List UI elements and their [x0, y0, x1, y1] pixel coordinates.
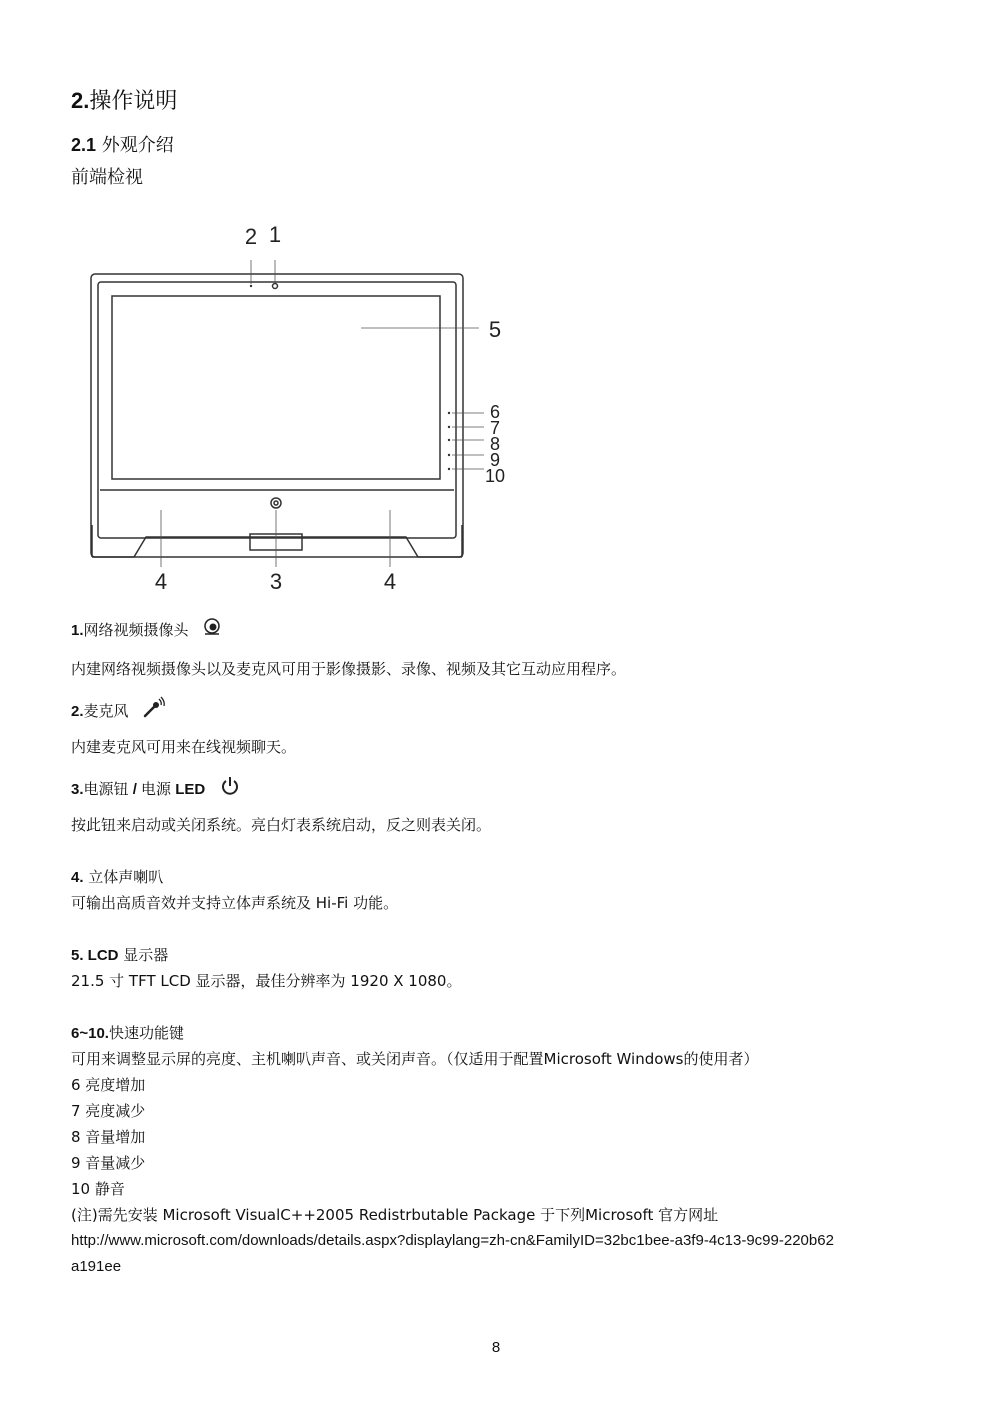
item-3-desc: 按此钮来启动或关闭系统。亮白灯表系统启动，反之则表关闭。	[71, 816, 492, 834]
subsection-heading: 2.1 外观介绍	[71, 135, 174, 156]
microphone-icon	[143, 696, 165, 718]
item-2-desc: 内建麦克风可用来在线视频聊天。	[71, 738, 297, 756]
monitor-front-diagram	[86, 220, 508, 595]
label-7: 7	[489, 418, 501, 438]
label-2: 2	[244, 224, 258, 249]
item-5-title: 5. LCD 显示器	[71, 946, 169, 964]
power-icon	[220, 776, 240, 796]
key-6: 6 亮度增加	[71, 1076, 146, 1094]
key-9: 9 音量减少	[71, 1154, 146, 1172]
download-url[interactable]: http://www.microsoft.com/downloads/details.aspx?displaylang=zh-cn&FamilyID=32bc1bee-a3f9-4c13-9c99-220b62	[71, 1232, 834, 1249]
label-5: 5	[488, 317, 502, 342]
item-2-title: 2.麦克风	[71, 700, 165, 721]
item-4-title: 4. 立体声喇叭	[71, 868, 164, 886]
item-3-title: 3.电源钮 / 电源 LED	[71, 778, 240, 799]
label-4-right: 4	[383, 569, 397, 594]
item-6-10-desc: 可用来调整显示屏的亮度、主机喇叭声音、或关闭声音。（仅适用于配置Microsoft Windows的使用者）	[71, 1050, 759, 1068]
key-8: 8 音量增加	[71, 1128, 146, 1146]
view-title: 前端检视	[71, 167, 143, 188]
key-10: 10 静音	[71, 1180, 125, 1198]
item-6-10-title: 6~10.快速功能键	[71, 1024, 184, 1042]
label-6: 6	[489, 402, 501, 422]
label-4-left: 4	[154, 569, 168, 594]
download-url-cont[interactable]: a191ee	[71, 1258, 122, 1275]
item-1-desc: 内建网络视频摄像头以及麦克风可用于影像摄影、录像、视频及其它互动应用程序。	[71, 660, 627, 678]
label-9: 9	[489, 450, 501, 470]
item-4-desc: 可输出高质音效并支持立体声系统及 Hi-Fi 功能。	[71, 894, 399, 912]
webcam-icon	[203, 617, 221, 637]
page-number: 8	[491, 1339, 501, 1356]
label-8: 8	[489, 434, 501, 454]
key-7: 7 亮度减少	[71, 1102, 146, 1120]
item-5-desc: 21.5 寸 TFT LCD 显示器，最佳分辨率为 1920 X 1080。	[71, 972, 462, 990]
install-note: (注)需先安装 Microsoft VisualC++2005 Redistrbutable Package 于下列Microsoft 官方网址	[71, 1206, 719, 1224]
label-1: 1	[268, 222, 282, 247]
label-3: 3	[269, 569, 283, 594]
item-1-title: 1.网络视频摄像头	[71, 619, 221, 640]
label-10: 10	[484, 466, 506, 486]
section-heading: 2.操作说明	[71, 88, 178, 114]
